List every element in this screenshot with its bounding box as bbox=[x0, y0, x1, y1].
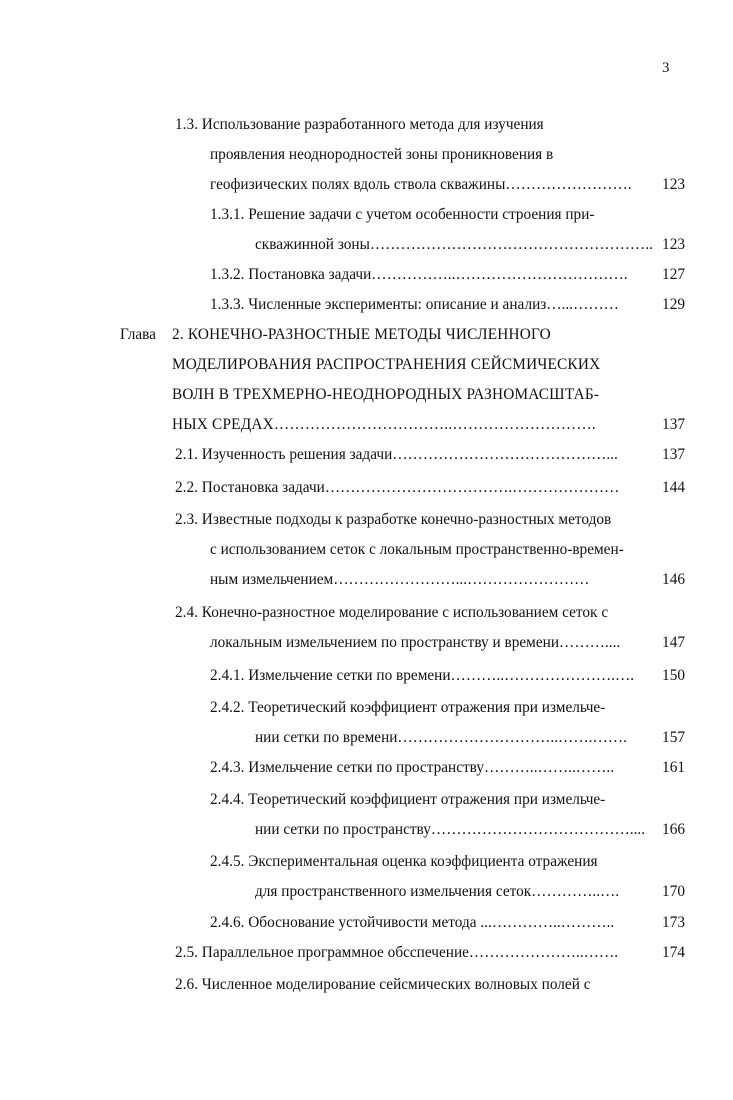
toc-page-2-4-6: 173 bbox=[662, 914, 685, 931]
toc-entry-2-3-line-1: 2.3. Известные подходы к разработке конечно-разностных методов bbox=[175, 511, 612, 528]
toc-entry-1-3-1-line-1: 1.3.1. Решение задачи с учетом особенности строения при- bbox=[210, 206, 595, 223]
toc-page-2-5: 174 bbox=[662, 944, 685, 961]
toc-page-2-1: 137 bbox=[662, 446, 685, 463]
toc-page-2-4: 147 bbox=[662, 634, 685, 651]
toc-entry-2-3-line-3: ным измельчением……………………...…………………… bbox=[210, 571, 590, 588]
toc-entry-2-4-4-line-2: нии сетки по пространству………………………………….... bbox=[255, 821, 646, 838]
toc-page-1-3: 123 bbox=[662, 176, 685, 193]
page-number: 3 bbox=[662, 60, 670, 76]
toc-entry-2-4-line-2: локальным измельчением по пространству и времени……….... bbox=[210, 634, 621, 651]
toc-page-1-3-3: 129 bbox=[662, 296, 685, 313]
toc-page-2-2: 144 bbox=[662, 479, 685, 496]
toc-page-2-3: 146 bbox=[662, 571, 685, 588]
toc-entry-1-3-1-line-2: скважинной зоны……………………………………………….. bbox=[255, 236, 653, 253]
toc-entry-1-3-line-3: геофизических полях вдоль ствола скважины……………………. bbox=[210, 176, 632, 193]
toc-entry-1-3-3: 1.3.3. Численные эксперименты: описание и анализ…...……… bbox=[210, 296, 619, 313]
toc-entry-1-3-line-2: проявления неоднородностей зоны проникновения в bbox=[210, 146, 554, 163]
toc-entry-2-4-2-line-1: 2.4.2. Теоретический коэффициент отражения при измельче- bbox=[210, 699, 606, 716]
toc-page-2-4-1: 150 bbox=[662, 667, 685, 684]
toc-entry-2-4-3: 2.4.3. Измельчение сетки по пространству………..……..…….. bbox=[210, 759, 615, 776]
toc-page-2-4-2: 157 bbox=[662, 729, 685, 746]
toc-chapter-2-line-3: ВОЛН В ТРЕХМЕРНО-НЕОДНОРОДНЫХ РАЗНОМАСШТАБ- bbox=[172, 386, 600, 403]
toc-page-chapter-2: 137 bbox=[662, 416, 685, 433]
toc-page-1-3-2: 127 bbox=[662, 266, 685, 283]
toc-chapter-2-line-4: НЫХ СРЕДАХ……………………………..………………………. bbox=[172, 416, 596, 433]
toc-chapter-2-line-2: МОДЕЛИРОВАНИЯ РАСПРОСТРАНЕНИЯ СЕЙСМИЧЕСКИХ bbox=[172, 356, 601, 373]
toc-entry-2-4-4-line-1: 2.4.4. Теоретический коэффициент отражения при измельче- bbox=[210, 791, 606, 808]
toc-chapter-prefix: Глава bbox=[120, 326, 156, 343]
toc-entry-2-4-5-line-2: для пространственного измельчения сеток…………..…. bbox=[255, 883, 620, 900]
toc-entry-2-6: 2.6. Численное моделирование сейсмических волновых полей с bbox=[175, 976, 591, 993]
toc-entry-2-3-line-2: с использованием сеток с локальным пространственно-времен- bbox=[210, 541, 624, 558]
toc-entry-2-5: 2.5. Параллельное программное обсспечение…………………..……. bbox=[175, 944, 619, 961]
toc-entry-2-4-line-1: 2.4. Конечно-разностное моделирование с использованием сеток с bbox=[175, 604, 609, 621]
toc-entry-2-4-2-line-2: нии сетки по времени…………………………..…….……. bbox=[255, 729, 627, 746]
toc-entry-2-1: 2.1. Изученность решения задачи……………………………………... bbox=[175, 446, 618, 463]
toc-entry-2-4-6: 2.4.6. Обоснование устойчивости метода ...…………..……….. bbox=[210, 914, 615, 931]
toc-chapter-2-line-1: 2. КОНЕЧНО-РАЗНОСТНЫЕ МЕТОДЫ ЧИСЛЕННОГО bbox=[172, 326, 551, 343]
toc-entry-1-3-line-1: 1.3. Использование разработанного метода для изучения bbox=[175, 116, 544, 133]
toc-page-2-4-3: 161 bbox=[662, 759, 685, 776]
toc-entry-2-2: 2.2. Постановка задачи……………………………….………………… bbox=[175, 479, 620, 496]
toc-page-2-4-5: 170 bbox=[662, 883, 685, 900]
toc-entry-1-3-2: 1.3.2. Постановка задачи……………..……………………………. bbox=[210, 266, 628, 283]
toc-page-1-3-1: 123 bbox=[662, 236, 685, 253]
toc-entry-2-4-1: 2.4.1. Измельчение сетки по времени………..………………….…. bbox=[210, 667, 635, 684]
toc-page-2-4-4: 166 bbox=[662, 821, 685, 838]
toc-entry-2-4-5-line-1: 2.4.5. Экспериментальная оценка коэффициента отражения bbox=[210, 853, 598, 870]
